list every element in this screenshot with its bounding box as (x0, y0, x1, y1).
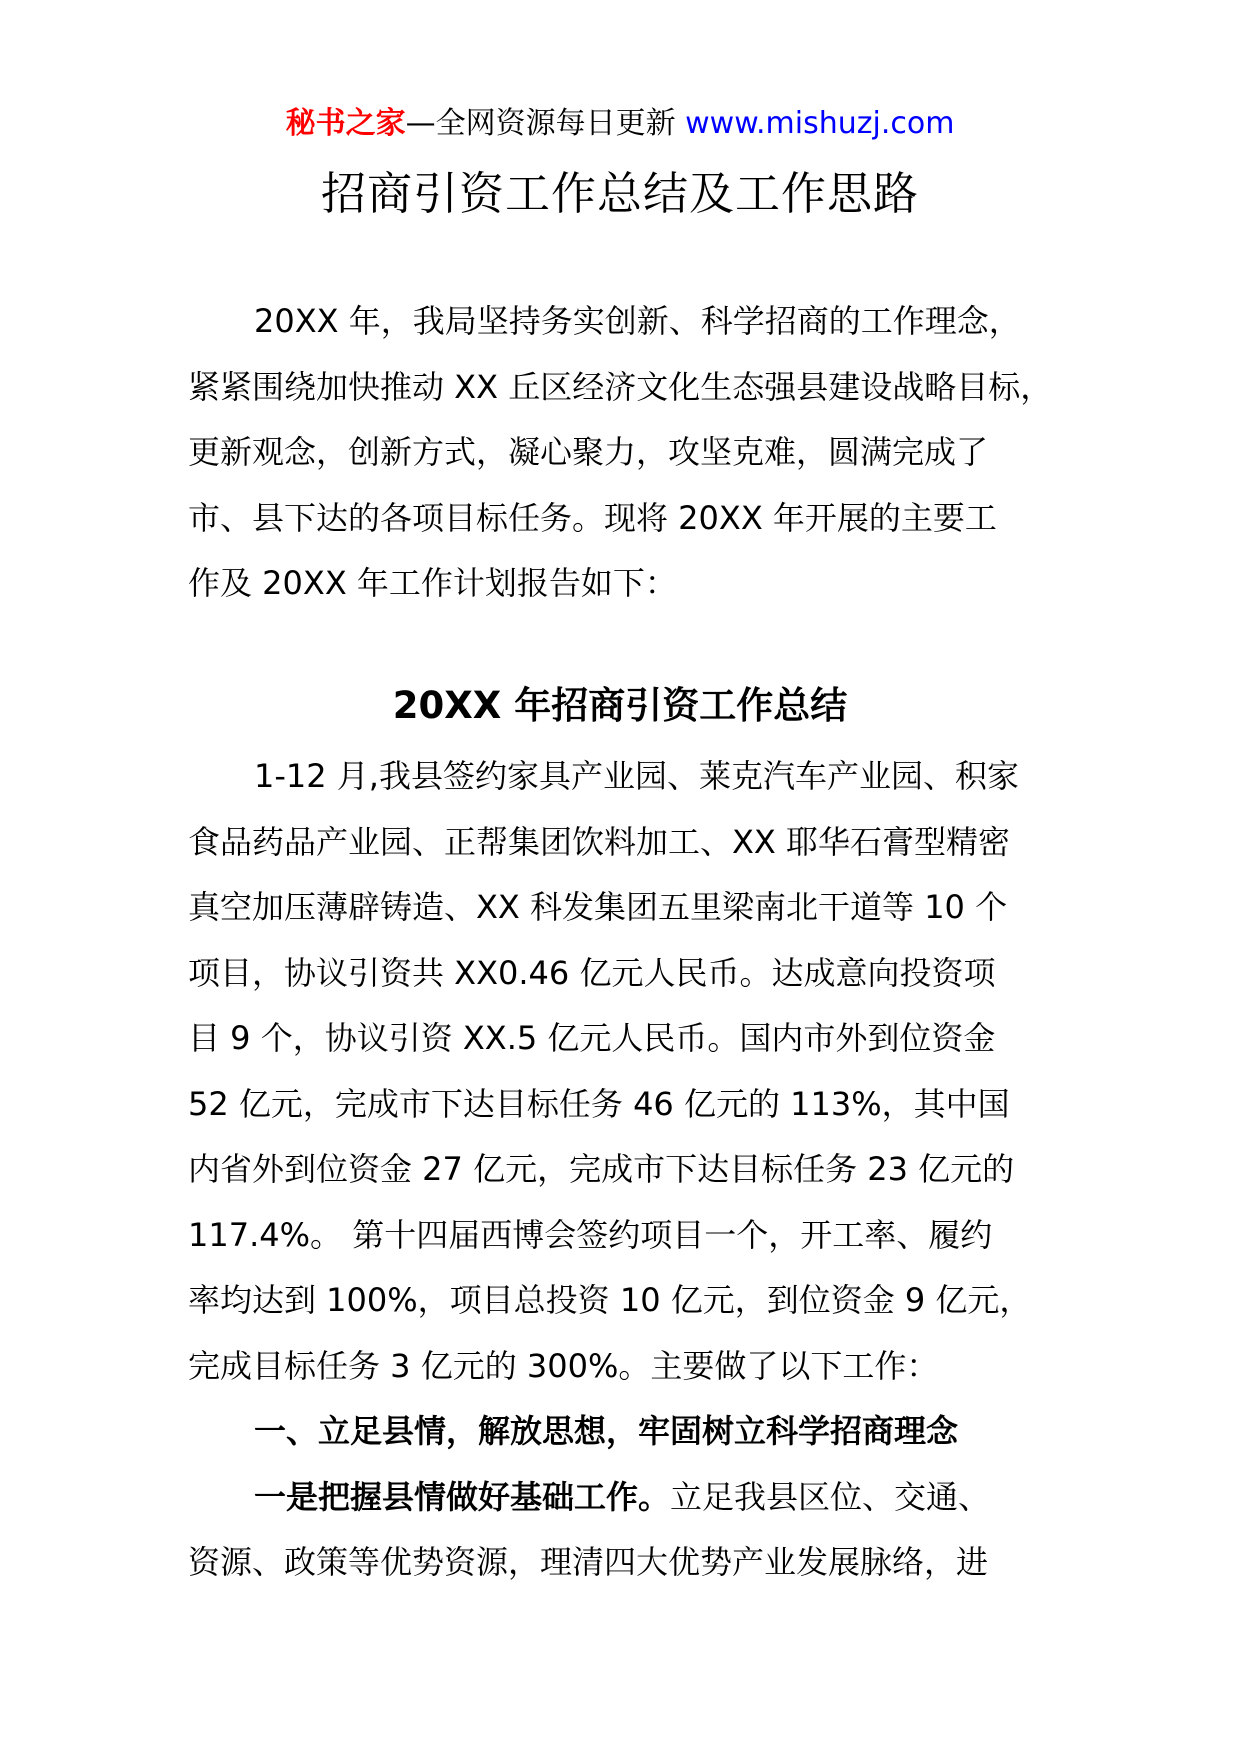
point-one-text: 立足我县区位、交通、 (670, 1477, 991, 1516)
brand-name: 秘书之家 (285, 106, 406, 141)
point-one-lead: 一是把握县情做好基础工作。 (254, 1477, 671, 1516)
summary-paragraph (188, 744, 1074, 1596)
intro-line: 市、县下达的各项目标任务。现将 20XX 年开展的主要工 (188, 498, 997, 537)
intro-paragraph (188, 289, 1074, 617)
intro-line: 更新观念，创新方式，凝心聚力，攻坚克难，圆满完成了 (188, 433, 989, 471)
site-url[interactable]: www.mishuzj.com (685, 106, 955, 141)
intro-line: 20XX 年，我局坚持务实创新、科学招商的工作理念， (254, 302, 1021, 340)
summary-line: 52 亿元，完成市下达目标任务 46 亿元的 113%，其中国 (188, 1084, 1010, 1123)
site-header (0, 102, 1240, 146)
point-one-line (188, 1465, 1074, 1531)
document-title: 招商引资工作总结及工作思路 (320, 167, 919, 220)
summary-line: 1-12 月,我县签约家具产业园、莱克汽车产业园、积家 (254, 757, 1019, 795)
summary-line: 真空加压薄辟铸造、XX 科发集团五里梁南北干道等 10 个 (188, 888, 1008, 926)
summary-line: 117.4%。 第十四届西博会签约项目一个，开工率、履约 (188, 1215, 993, 1254)
summary-line: 率均达到 100%，项目总投资 10 亿元，到位资金 9 亿元， (188, 1281, 1032, 1319)
intro-line: 作及 20XX 年工作计划报告如下： (188, 564, 677, 602)
section-heading: 20XX 年招商引资工作总结 (392, 684, 848, 727)
summary-line: 目 9 个，协议引资 XX.5 亿元人民币。国内市外到位资金 (188, 1019, 996, 1057)
summary-line: 完成目标任务 3 亿元的 300%。主要做了以下工作： (188, 1346, 939, 1385)
subheading-one: 一、立足县情，解放思想，牢固树立科学招商理念 (254, 1412, 959, 1450)
summary-line: 项目，协议引资共 XX0.46 亿元人民币。达成意向投资项 (188, 953, 996, 992)
header-tagline: —全网资源每日更新 (405, 106, 686, 141)
summary-line: 食品药品产业园、正帮集团饮料加工、XX 耶华石膏型精密 (188, 822, 1011, 861)
point-one-line-continued: 资源、政策等优势资源，理清四大优势产业发展脉络，进 (188, 1543, 989, 1581)
intro-line: 紧紧围绕加快推动 XX 丘区经济文化生态强县建设战略目标， (188, 367, 1053, 406)
summary-line: 内省外到位资金 27 亿元，完成市下达目标任务 23 亿元的 (188, 1150, 1015, 1188)
